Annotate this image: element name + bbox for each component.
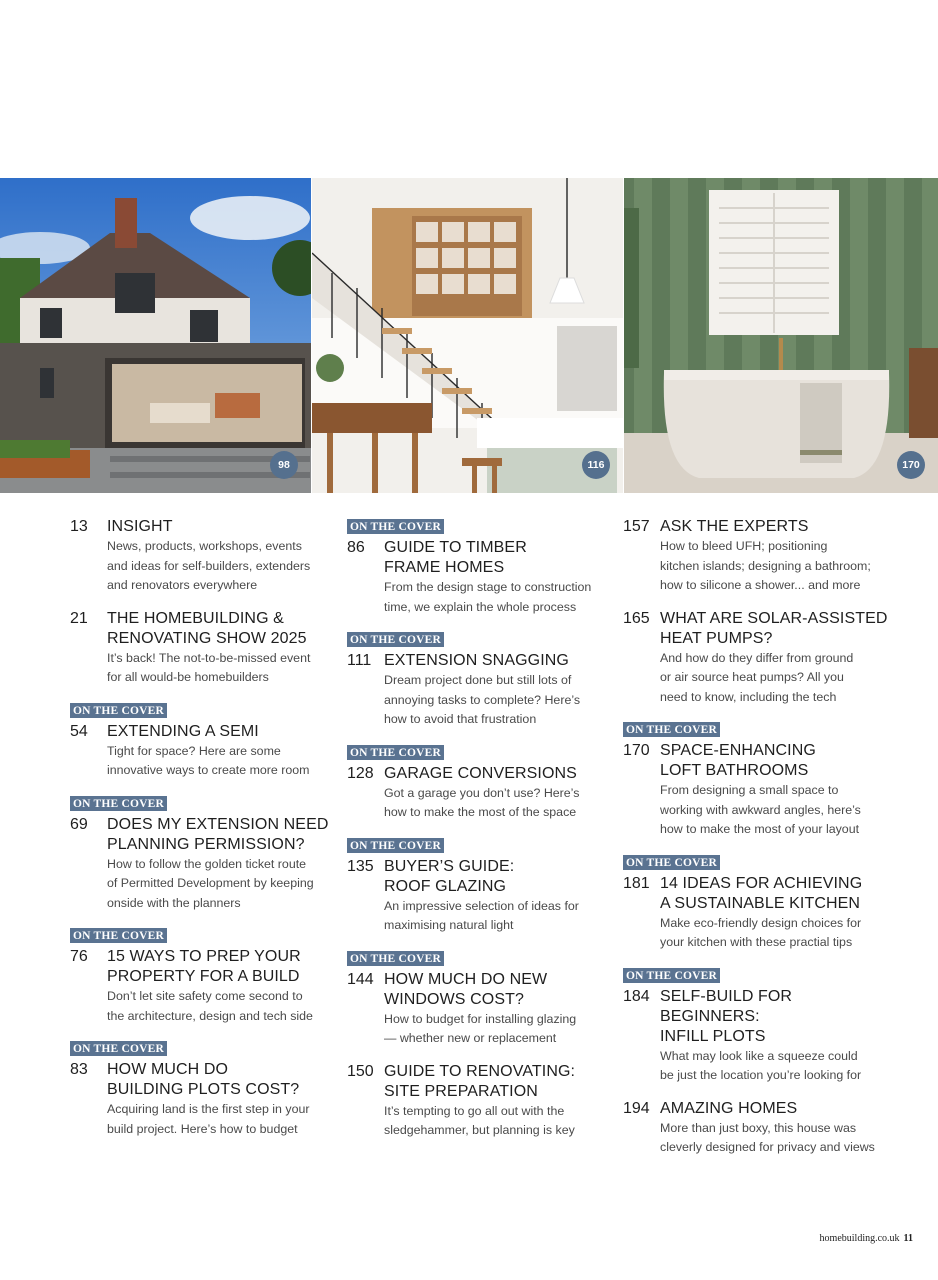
description-line: Don’t let site safety come second to — [107, 989, 303, 1003]
article-title-line: EXTENSION SNAGGING — [384, 652, 569, 669]
article-title — [107, 1060, 299, 1100]
page-number-label: 128 — [347, 764, 374, 782]
page-number-label: 54 — [70, 722, 88, 740]
description-line: time, we explain the whole process — [384, 599, 577, 614]
page-number-label: 144 — [347, 970, 374, 988]
article-title-line: HOW MUCH DO NEW — [384, 970, 548, 988]
contents-entry[interactable] — [70, 1039, 330, 1139]
page-number-label: 184 — [623, 987, 650, 1005]
page-number-label: 165 — [623, 609, 650, 627]
article-description — [384, 1010, 612, 1049]
article-title — [384, 1062, 575, 1102]
contents-entry[interactable] — [347, 630, 612, 730]
description-line: Got a garage you don’t use? Here’s — [384, 785, 580, 800]
contents-entry[interactable] — [623, 966, 893, 1086]
article-title-line: LOFT BATHROOMS — [660, 762, 809, 779]
on-the-cover-tag: ON THE COVER — [70, 796, 167, 811]
on-the-cover-tag: ON THE COVER — [347, 745, 444, 760]
description-line: the architecture, design and tech side — [107, 1008, 313, 1023]
page-number-label: 13 — [70, 518, 88, 535]
article-title-line: SELF-BUILD FOR BEGINNERS: — [660, 987, 793, 1025]
contents-entry[interactable] — [623, 853, 893, 953]
article-description — [107, 855, 330, 914]
description-line: It’s back! The not-to-be-missed event — [107, 650, 311, 665]
description-line: An impressive selection of ideas for — [384, 898, 579, 913]
page-footer — [820, 1233, 913, 1244]
page-number: 11 — [903, 1233, 913, 1244]
description-line: be just the location you’re looking for — [660, 1068, 862, 1082]
description-line: of Permitted Development by keeping — [107, 876, 314, 890]
page-number-label: 86 — [347, 539, 365, 556]
site-url[interactable]: homebuilding.co.uk — [819, 1233, 900, 1244]
description-line: Tight for space? Here are some — [107, 743, 281, 758]
article-description — [107, 987, 330, 1026]
house-extension-photo — [0, 178, 311, 493]
description-line: News, products, workshops, events — [107, 539, 302, 553]
description-line: need to know, including the tech — [660, 689, 837, 704]
article-title-line: 15 WAYS TO PREP YOUR — [107, 948, 301, 965]
contents-entry[interactable] — [70, 517, 330, 596]
article-description — [107, 742, 330, 781]
article-title-line: 14 IDEAS FOR ACHIEVING — [660, 874, 863, 892]
on-the-cover-tag: ON THE COVER — [623, 722, 720, 737]
description-line: sledgehammer, but planning is key — [384, 1123, 575, 1137]
contents-entry[interactable] — [70, 701, 330, 781]
photo-strip — [0, 178, 938, 493]
description-line: It’s tempting to go all out with the — [384, 1103, 565, 1118]
description-line: how to make the most of the space — [384, 805, 577, 819]
article-description — [660, 781, 893, 840]
page-number-label: 76 — [70, 948, 88, 965]
description-line: How to follow the golden ticket route — [107, 856, 307, 871]
contents-entry[interactable] — [347, 517, 612, 617]
description-line: And how do they differ from ground — [660, 650, 854, 665]
description-line: how to make the most of your layout — [660, 822, 860, 836]
on-the-cover-tag: ON THE COVER — [623, 968, 720, 983]
description-line: how to silicone a shower... and more — [660, 578, 861, 592]
description-line: cleverly designed for privacy and views — [660, 1140, 875, 1154]
description-line: Make eco-friendly design choices for — [660, 915, 862, 930]
article-title — [107, 815, 329, 855]
contents-entry[interactable] — [623, 609, 893, 708]
article-title-line: ROOF GLAZING — [384, 877, 507, 895]
contents-entry[interactable] — [347, 836, 612, 936]
description-line: working with awkward angles, here’s — [660, 802, 861, 817]
article-title-line: PLANNING PERMISSION? — [107, 835, 305, 853]
article-title — [107, 947, 301, 987]
description-line: How to bleed UFH; positioning — [660, 539, 828, 553]
article-title-line: ASK THE EXPERTS — [660, 518, 809, 535]
description-line: — whether new or replacement — [384, 1031, 557, 1045]
page-number-label: 194 — [623, 1099, 650, 1117]
contents-entry[interactable] — [623, 517, 893, 596]
description-line: onside with the planners — [107, 895, 241, 910]
article-title — [660, 517, 809, 537]
article-description — [384, 1102, 612, 1141]
page-number-label: 157 — [623, 518, 650, 535]
article-title — [384, 970, 547, 1010]
contents-entry[interactable] — [70, 794, 330, 914]
article-title-line: EXTENDING A SEMI — [107, 722, 259, 740]
page-badge[interactable]: 170 — [897, 451, 925, 479]
article-title — [660, 741, 816, 781]
description-line: From designing a small space to — [660, 783, 839, 797]
page-number-label: 135 — [347, 857, 374, 875]
article-title-line: HOW MUCH DO — [107, 1061, 229, 1078]
on-the-cover-tag: ON THE COVER — [347, 838, 444, 853]
article-title — [384, 764, 577, 784]
page-number-label: 69 — [70, 815, 88, 833]
article-title-line: SPACE-ENHANCING — [660, 742, 816, 759]
article-title-line: PROPERTY FOR A BUILD — [107, 968, 300, 985]
description-line: What may look like a squeeze could — [660, 1048, 858, 1063]
description-line: More than just boxy, this house was — [660, 1120, 857, 1135]
on-the-cover-tag: ON THE COVER — [70, 1041, 167, 1056]
contents-entry[interactable] — [623, 720, 893, 840]
article-description — [384, 897, 612, 936]
page-number-label: 111 — [347, 652, 372, 669]
contents-entry[interactable] — [347, 743, 612, 823]
description-line: how to avoid that frustration — [384, 712, 537, 726]
page-number-label: 21 — [70, 609, 88, 627]
on-the-cover-tag: ON THE COVER — [70, 703, 167, 718]
page-badge[interactable]: 116 — [582, 451, 610, 479]
article-title-line: A SUSTAINABLE KITCHEN — [660, 894, 861, 912]
on-the-cover-tag: ON THE COVER — [70, 928, 167, 943]
article-description — [384, 784, 612, 823]
article-description — [660, 1119, 893, 1158]
article-title-line: FRAME HOMES — [384, 559, 505, 576]
article-title-line: BUYER’S GUIDE: — [384, 857, 515, 875]
page-number-label: 150 — [347, 1062, 374, 1080]
article-title-line: INSIGHT — [107, 518, 173, 535]
on-the-cover-tag: ON THE COVER — [623, 855, 720, 870]
description-line: kitchen islands; designing a bathroom; — [660, 558, 871, 573]
staircase-kitchen-photo — [311, 178, 623, 493]
article-description — [660, 914, 893, 953]
on-the-cover-tag: ON THE COVER — [347, 951, 444, 966]
on-the-cover-tag: ON THE COVER — [347, 632, 444, 647]
contents-column-1 — [70, 517, 330, 1152]
description-line: Dream project done but still lots of — [384, 673, 572, 687]
article-title — [384, 857, 514, 897]
article-title-line: SITE PREPARATION — [384, 1082, 538, 1100]
article-title — [107, 722, 259, 742]
article-title — [660, 1099, 797, 1119]
loft-bathroom-photo — [623, 178, 938, 493]
description-line: innovative ways to create more room — [107, 763, 310, 777]
article-title — [660, 609, 888, 649]
article-description — [660, 1047, 893, 1086]
description-line: your kitchen with these practial tips — [660, 935, 853, 949]
article-title-line: RENOVATING SHOW 2025 — [107, 629, 307, 647]
article-description — [384, 578, 612, 617]
article-description — [107, 1100, 330, 1139]
contents-column-2 — [347, 517, 612, 1154]
article-description — [107, 649, 330, 688]
article-title-line: HEAT PUMPS? — [660, 629, 773, 647]
article-title — [384, 651, 569, 671]
page-number-label: 181 — [623, 874, 650, 892]
contents-entry[interactable] — [70, 926, 330, 1026]
contents-entry[interactable] — [70, 609, 330, 688]
article-description — [107, 537, 330, 596]
article-title-line: AMAZING HOMES — [660, 1099, 798, 1117]
description-line: or air source heat pumps? All you — [660, 670, 844, 684]
description-line: and ideas for self-builders, extenders — [107, 558, 311, 573]
article-title-line: WINDOWS COST? — [384, 990, 524, 1008]
description-line: From the design stage to construction — [384, 580, 592, 594]
article-title-line: GUIDE TO RENOVATING: — [384, 1062, 576, 1080]
article-title — [660, 874, 862, 914]
article-title — [107, 609, 307, 649]
article-title — [660, 987, 893, 1047]
description-line: maximising natural light — [384, 918, 514, 932]
article-title-line: INFILL PLOTS — [660, 1027, 766, 1045]
on-the-cover-tag: ON THE COVER — [347, 519, 444, 534]
article-title-line: BUILDING PLOTS COST? — [107, 1081, 300, 1098]
article-title-line: GUIDE TO TIMBER — [384, 539, 527, 556]
description-line: Acquiring land is the first step in your — [107, 1102, 310, 1116]
contents-entry[interactable] — [347, 949, 612, 1049]
description-line: How to budget for installing glazing — [384, 1011, 577, 1026]
description-line: for all would-be homebuilders — [107, 670, 269, 684]
article-description — [384, 671, 612, 730]
page-badge[interactable]: 98 — [270, 451, 298, 479]
article-title-line: GARAGE CONVERSIONS — [384, 764, 577, 782]
contents-entry[interactable] — [347, 1062, 612, 1141]
description-line: build project. Here’s how to budget — [107, 1121, 298, 1136]
article-description — [660, 649, 893, 708]
contents-column-3 — [623, 517, 893, 1171]
description-line: annoying tasks to complete? Here’s — [384, 692, 581, 707]
article-title-line: DOES MY EXTENSION NEED — [107, 815, 329, 833]
contents-entry[interactable] — [623, 1099, 893, 1158]
description-line: and renovators everywhere — [107, 578, 258, 592]
article-title-line: WHAT ARE SOLAR-ASSISTED — [660, 609, 888, 627]
article-title — [107, 517, 173, 537]
article-title-line: THE HOMEBUILDING & — [107, 609, 284, 627]
article-title — [384, 538, 527, 578]
page-number-label: 170 — [623, 742, 650, 759]
article-description — [660, 537, 893, 596]
page-number-label: 83 — [70, 1061, 88, 1078]
